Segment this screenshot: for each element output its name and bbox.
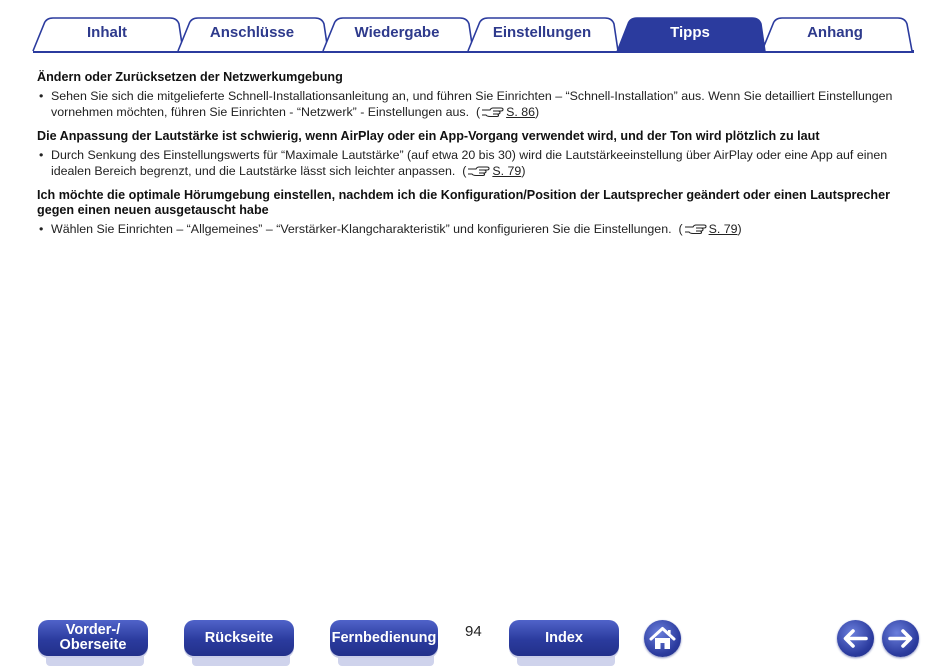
bullet-dot: • [39, 89, 44, 103]
tab-tipps[interactable]: Tipps [670, 24, 710, 41]
pointing-hand-icon [467, 165, 491, 182]
bullet-text: Durch Senkung des Einstellungswerts für “Maximale Lautstärke” (auf etwa 20 bis 30) wird die Lautstärkeeinstellung über AirPlay oder eine App auf einen idealen Bereich begrenzt, und die Lautstärke lässt sich leichter anpassen. [51, 148, 888, 178]
rear-panel-label: Rückseite [204, 629, 274, 646]
page-link[interactable]: S. 79 [708, 222, 738, 236]
arrow-left-icon [837, 620, 874, 657]
rear-panel-button[interactable] [184, 620, 294, 656]
bullet-item [37, 222, 897, 240]
page-reference: ( S. 79) [459, 164, 526, 178]
back-button[interactable] [837, 620, 874, 657]
page-link[interactable]: S. 79 [492, 163, 522, 178]
section-heading: Die Anpassung der Lautstärke ist schwierig, wenn AirPlay oder ein App-Vorgang verwendet wird, und der Ton wird plötzlich zu laut [37, 129, 820, 143]
page-reference: ( S. 86) [473, 105, 540, 119]
section-network [37, 70, 897, 122]
arrow-right-icon [882, 620, 919, 657]
front-rear-label-line2: Oberseite [59, 637, 127, 653]
section-volume [37, 129, 897, 181]
tab-anhang[interactable]: Anhang [807, 24, 863, 41]
bullet-item [37, 148, 897, 181]
pointing-hand-icon [684, 223, 708, 240]
tab-inhalt[interactable]: Inhalt [87, 24, 127, 41]
bullet-dot: • [39, 222, 44, 236]
remote-label: Fernbedienung [331, 629, 437, 646]
index-label: Index [545, 629, 583, 646]
section-listening-environment [37, 188, 897, 240]
bullet-dot: • [39, 148, 44, 162]
page-number: 94 [465, 623, 482, 640]
page-reference: ( S. 79) [675, 222, 742, 236]
bullet-item [37, 89, 897, 122]
section-heading: Ich möchte die optimale Hörumgebung einstellen, nachdem ich die Konfiguration/Position der Lautsprecher geändert oder einen Lautsprecher gegen einen neuen ausgetauscht habe [37, 188, 891, 217]
remote-control-button[interactable] [330, 620, 438, 656]
front-rear-label-line1: Vorder-/ [65, 622, 121, 638]
forward-button[interactable] [882, 620, 919, 657]
home-button[interactable] [644, 620, 681, 657]
bullet-text: Wählen Sie Einrichten – “Allgemeines” – “Verstärker-Klangcharakteristik” und konfigurieren Sie die Einstellungen. [51, 222, 672, 236]
tab-einstellungen[interactable]: Einstellungen [492, 24, 592, 41]
page-link[interactable]: S. 86 [506, 104, 536, 119]
tab-bar [0, 0, 950, 56]
bullet-text: Sehen Sie sich die mitgelieferte Schnell-Installationsanleitung an, und führen Sie Einrichten – “Schnell-Installation” aus. Wenn Sie detailliert Einstellungen vornehmen möchten, führen Sie Einrichten - “Netzwerk” - Einstellungen aus. [51, 89, 893, 119]
home-icon [644, 620, 681, 657]
section-heading: Ändern oder Zurücksetzen der Netzwerkumgebung [37, 70, 343, 84]
tab-anschluesse[interactable]: Anschlüsse [209, 24, 295, 41]
main-content [37, 70, 897, 247]
tab-wiedergabe[interactable]: Wiedergabe [354, 24, 440, 41]
pointing-hand-icon [481, 106, 505, 123]
index-button[interactable] [509, 620, 619, 656]
front-rear-button[interactable] [38, 620, 148, 656]
